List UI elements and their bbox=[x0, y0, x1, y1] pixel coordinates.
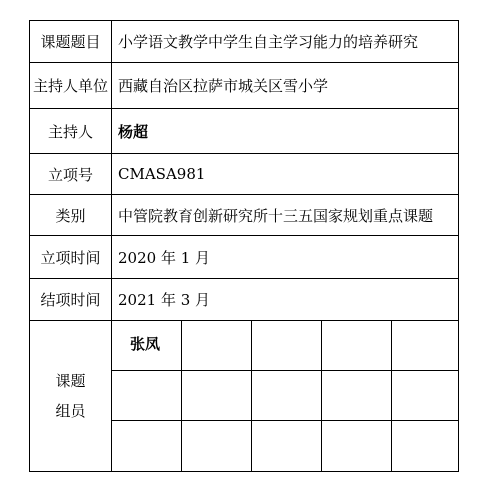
member-cell bbox=[322, 371, 392, 421]
member-cell bbox=[392, 371, 459, 421]
host-unit-label: 主持人单位 bbox=[30, 63, 112, 109]
member-cell bbox=[252, 321, 322, 371]
member-cell bbox=[322, 321, 392, 371]
category-label: 类别 bbox=[30, 195, 112, 236]
end-date-label: 结项时间 bbox=[30, 279, 112, 321]
member-cell bbox=[252, 371, 322, 421]
member-cell: 张凤 bbox=[112, 321, 182, 371]
project-title-label: 课题题目 bbox=[30, 21, 112, 63]
member-cell bbox=[392, 321, 459, 371]
member-cell bbox=[322, 421, 392, 472]
row-category bbox=[30, 195, 459, 236]
host-person-value: 杨超 bbox=[112, 109, 459, 154]
project-number-label: 立项号 bbox=[30, 154, 112, 195]
member-cell bbox=[112, 371, 182, 421]
row-project-number bbox=[30, 154, 459, 195]
member-cell bbox=[182, 321, 252, 371]
group-members-label bbox=[30, 321, 112, 472]
row-project-title bbox=[30, 21, 459, 63]
row-host-person bbox=[30, 109, 459, 154]
project-number-value: CMASA981 bbox=[112, 154, 459, 195]
start-date-value: 2020 年 1 月 bbox=[112, 236, 459, 279]
group-row bbox=[30, 321, 459, 371]
member-cell bbox=[392, 421, 459, 472]
member-cell bbox=[182, 371, 252, 421]
member-cell bbox=[182, 421, 252, 472]
group-label-line2: 组员 bbox=[55, 402, 86, 420]
category-value: 中管院教育创新研究所十三五国家规划重点课题 bbox=[112, 195, 459, 236]
host-person-label: 主持人 bbox=[30, 109, 112, 154]
row-host-unit bbox=[30, 63, 459, 109]
row-start-date bbox=[30, 236, 459, 279]
member-cell bbox=[252, 421, 322, 472]
end-date-value: 2021 年 3 月 bbox=[112, 279, 459, 321]
member-cell bbox=[112, 421, 182, 472]
start-date-label: 立项时间 bbox=[30, 236, 112, 279]
group-label-line1: 课题 bbox=[55, 372, 86, 390]
project-info-table bbox=[29, 20, 459, 472]
project-title-value: 小学语文教学中学生自主学习能力的培养研究 bbox=[112, 21, 459, 63]
row-end-date bbox=[30, 279, 459, 321]
host-unit-value: 西藏自治区拉萨市城关区雪小学 bbox=[112, 63, 459, 109]
